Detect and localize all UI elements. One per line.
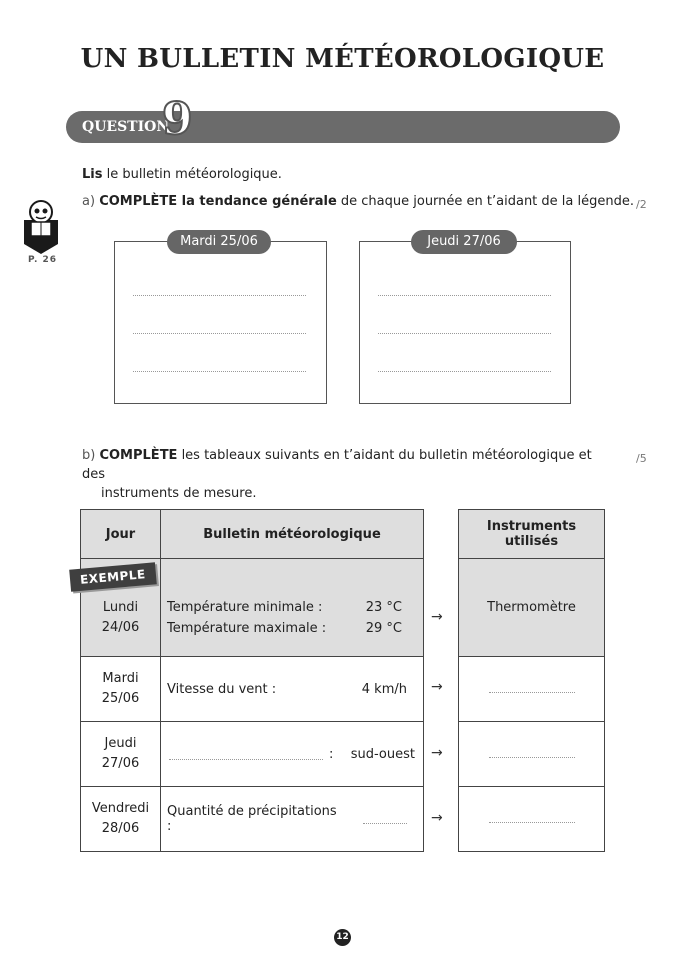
instruction-rest: le bulletin météorologique.: [102, 167, 282, 182]
answer-box-mardi: [114, 241, 327, 404]
bulletin-label: Vitesse du vent :: [167, 681, 277, 697]
day-cell: [81, 722, 161, 787]
reader-mascot-icon: [22, 198, 60, 254]
part-a-bold: COMPLÈTE la tendance générale: [99, 194, 337, 209]
blank-line[interactable]: [489, 822, 575, 823]
part-b-text: [82, 446, 603, 503]
answer-line[interactable]: [378, 333, 551, 334]
part-b-bold: COMPLÈTE: [99, 448, 178, 463]
page-reference: P. 26: [28, 255, 58, 265]
part-b-letter: b): [82, 448, 96, 463]
header-instruments: Instruments utilisés: [459, 510, 605, 559]
page-title: UN BULLETIN MÉTÉOROLOGIQUE: [80, 44, 605, 74]
bulletin-label: Quantité de précipitations :: [167, 804, 337, 834]
header-bulletin: Bulletin météorologique: [161, 510, 424, 559]
bulletin-table: [80, 509, 424, 852]
blank-line[interactable]: [489, 692, 575, 693]
bulletin-cell: [161, 787, 424, 852]
instrument-cell: [459, 722, 605, 787]
table-row: [81, 722, 424, 787]
bulletin-value: 23 °C: [365, 599, 402, 615]
blank-line[interactable]: [363, 823, 407, 824]
bulletin-cell: [161, 657, 424, 722]
answer-line[interactable]: [133, 333, 306, 334]
day-cell: [81, 787, 161, 852]
day-name: Lundi: [102, 599, 139, 615]
table-row: [81, 657, 424, 722]
day-date: 27/06: [101, 756, 140, 771]
arrow-icon: →: [431, 745, 443, 761]
bulletin-cell: [161, 722, 424, 787]
bulletin-label: Température minimale :: [167, 599, 323, 615]
question-number: 9: [162, 94, 193, 145]
answer-box-jeudi: [359, 241, 571, 404]
blank-line[interactable]: [489, 757, 575, 758]
box-tab-mardi: Mardi 25/06: [167, 230, 271, 254]
bulletin-cell: [161, 559, 424, 657]
instrument-cell: [459, 657, 605, 722]
instruments-table: [458, 509, 605, 852]
instrument-cell: Thermomètre: [459, 559, 605, 657]
day-name: Vendredi: [91, 801, 150, 816]
answer-line[interactable]: [378, 371, 551, 372]
page-number: 12: [334, 929, 351, 946]
day-date: 25/06: [101, 691, 140, 706]
header-day: Jour: [81, 510, 161, 559]
instruction-bold: Lis: [82, 167, 103, 182]
part-a-letter: a): [82, 194, 96, 209]
instruction: [82, 165, 282, 184]
part-b-rest-line2: instruments de mesure.: [101, 486, 257, 501]
bulletin-value: sud-ouest: [350, 746, 415, 762]
day-name: Mardi: [102, 671, 139, 686]
colon: :: [329, 746, 334, 762]
blank-line[interactable]: [169, 759, 323, 760]
day-cell: [81, 657, 161, 722]
day-date: 24/06: [101, 619, 140, 635]
arrow-icon: →: [431, 810, 443, 826]
table-row: [81, 787, 424, 852]
part-a-text: [82, 192, 634, 211]
part-b-score: /5: [636, 452, 647, 465]
instrument-cell: [459, 787, 605, 852]
box-tab-jeudi: Jeudi 27/06: [411, 230, 517, 254]
bulletin-label: Température maximale :: [167, 620, 327, 636]
day-date: 28/06: [101, 821, 140, 836]
part-a-rest: de chaque journée en t’aidant de la légende.: [336, 194, 634, 209]
answer-line[interactable]: [133, 371, 306, 372]
example-badge: EXEMPLE: [69, 562, 156, 591]
day-name: Jeudi: [104, 736, 137, 751]
arrow-icon: →: [431, 679, 443, 695]
part-a-score: /2: [636, 198, 647, 211]
part-b-rest-line1: les tableaux suivants en t’aidant du bulletin météorologique et des: [82, 448, 592, 482]
bulletin-value: 29 °C: [365, 620, 402, 636]
bulletin-value: 4 km/h: [361, 681, 407, 697]
answer-line[interactable]: [133, 295, 306, 296]
answer-line[interactable]: [378, 295, 551, 296]
question-label: QUESTION: [82, 119, 170, 135]
arrow-icon: →: [431, 609, 443, 625]
